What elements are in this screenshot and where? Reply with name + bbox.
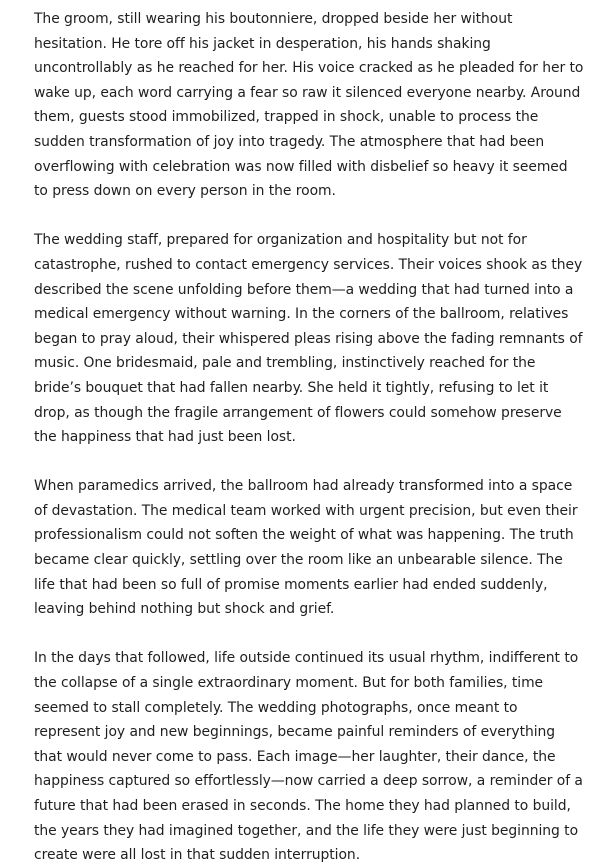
- paragraph-groom: The groom, still wearing his boutonniere, dropped beside her without hesitation. He tore off his jacket in desperation, his hands shaking uncontrollably as he reached for her. His voice cracked as he pleaded for her to wake up, each word carrying a fear so raw it silenced everyone nearby. Around them, guests stood immobilized, trapped in shock, unable to process the sudden transformation of joy into tragedy. The atmosphere that had been overflowing with celebration was now filled with disbelief so heavy it seemed to press down on every person in the room.: [34, 11, 584, 200]
- paragraph-paramedics: When paramedics arrived, the ballroom had already transformed into a space of devastation. The medical team worked with urgent precision, but even their professionalism could not soften the weight of what was happening. The truth became clear quickly, settling over the room like an unbearable silence. The life that had been so full of promise moments earlier had ended suddenly, leaving behind nothing but shock and grief.: [34, 478, 578, 618]
- paragraph-wedding-staff: The wedding staff, prepared for organization and hospitality but not for catastrophe, rushed to contact emergency services. Their voices shook as they described the scene unfolding before them—a wedding that had turned into a medical emergency without warning. In the corners of the ballroom, relatives began to pray aloud, their whispered pleas rising above the fading remnants of music. One bridesmaid, pale and trembling, instinctively reached for the bride’s bouquet that had fallen nearby. She held it tightly, refusing to let it drop, as though the fragile arrangement of flowers could somehow preserve the happiness that had just been lost.: [34, 232, 583, 446]
- paragraph-days-after: In the days that followed, life outside continued its usual rhythm, indifferent to the collapse of a single extraordinary moment. But for both families, time seemed to stall completely. The wedding photographs, once meant to represent joy and new beginnings, became painful reminders of everything that would never come to pass. Each image—her laughter, their dance, the happiness captured so effortlessly—now carried a deep sorrow, a reminder of a future that had been erased in seconds. The home they had planned to build, the years they had imagined together, and the life they were just beginning to create were all lost in that sudden interruption.: [34, 650, 583, 864]
